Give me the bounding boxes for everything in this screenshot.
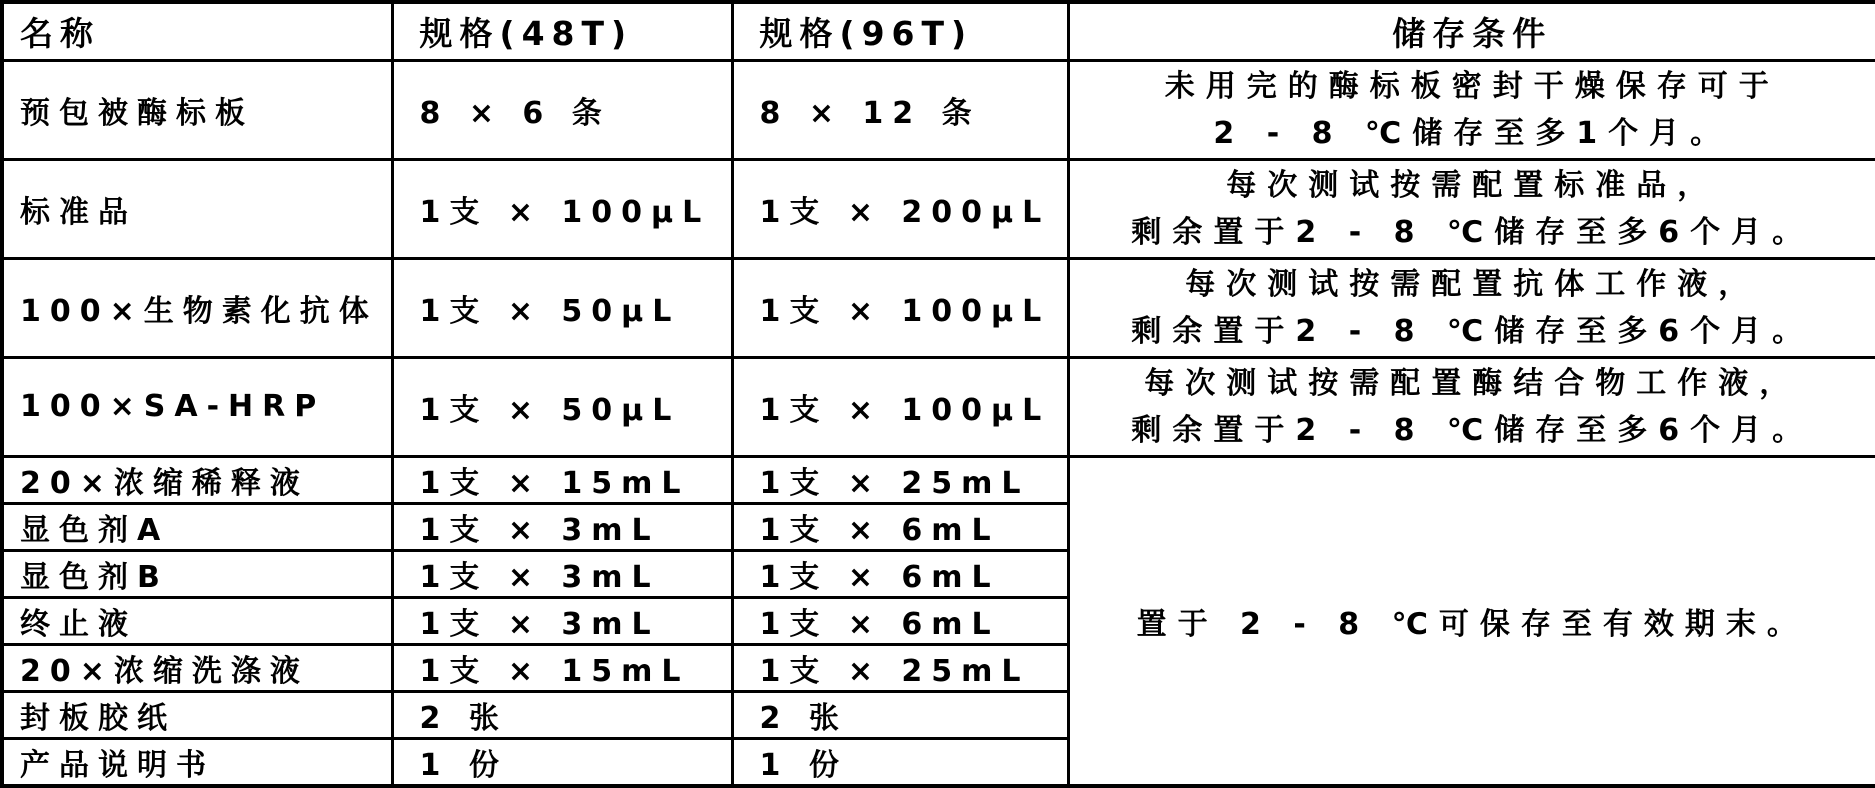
cell-name: 100×生物素化抗体 [2,258,392,357]
cell-spec48: 1支 × 50μL [392,258,732,357]
storage-line-2: 剩余置于2 - 8 ℃储存至多6个月。 [1070,308,1875,355]
storage-line-2: 2 - 8 ℃储存至多1个月。 [1070,110,1875,157]
cell-spec96: 1支 × 200μL [732,159,1068,258]
cell-spec96: 1支 × 100μL [732,258,1068,357]
storage-line-1: 每次测试按需配置标准品， [1070,162,1875,209]
cell-spec96: 2 张 [732,691,1068,738]
cell-name: 预包被酶标板 [2,60,392,159]
cell-name: 终止液 [2,597,392,644]
cell-spec96: 1支 × 100μL [732,357,1068,456]
cell-spec48: 1支 × 3mL [392,503,732,550]
cell-storage-merged: 置于 2 - 8 ℃可保存至有效期末。 [1068,456,1875,786]
table-row [2,456,1875,503]
column-header-name: 名称 [2,2,392,60]
cell-name: 封板胶纸 [2,691,392,738]
table-row [2,357,1875,456]
table-row [2,60,1875,159]
storage-line-1: 未用完的酶标板密封干燥保存可于 [1070,63,1875,110]
cell-spec48: 1 份 [392,738,732,786]
cell-name: 显色剂A [2,503,392,550]
column-header-spec96: 规格(96T) [732,2,1068,60]
cell-name: 标准品 [2,159,392,258]
table-row [2,258,1875,357]
column-header-spec48: 规格(48T) [392,2,732,60]
storage-line-1: 每次测试按需配置酶结合物工作液， [1070,360,1875,407]
cell-spec48: 1支 × 50μL [392,357,732,456]
column-header-storage: 储存条件 [1068,2,1875,60]
cell-name: 显色剂B [2,550,392,597]
cell-spec96: 1支 × 6mL [732,503,1068,550]
cell-storage [1068,258,1875,357]
cell-spec48: 2 张 [392,691,732,738]
cell-name: 产品说明书 [2,738,392,786]
cell-spec96: 1支 × 6mL [732,550,1068,597]
table-row [2,159,1875,258]
cell-spec96: 1支 × 6mL [732,597,1068,644]
cell-name: 20×浓缩稀释液 [2,456,392,503]
storage-line-2: 剩余置于2 - 8 ℃储存至多6个月。 [1070,407,1875,454]
cell-storage [1068,60,1875,159]
cell-spec96: 1 份 [732,738,1068,786]
cell-spec96: 1支 × 25mL [732,644,1068,691]
cell-spec96: 8 × 12 条 [732,60,1068,159]
cell-spec48: 1支 × 3mL [392,550,732,597]
cell-name: 20×浓缩洗涤液 [2,644,392,691]
cell-spec48: 1支 × 15mL [392,644,732,691]
cell-storage [1068,357,1875,456]
cell-spec48: 1支 × 15mL [392,456,732,503]
cell-name: 100×SA-HRP [2,357,392,456]
cell-spec48: 8 × 6 条 [392,60,732,159]
cell-spec48: 1支 × 100μL [392,159,732,258]
header-row [2,2,1875,60]
storage-line-2: 剩余置于2 - 8 ℃储存至多6个月。 [1070,209,1875,256]
cell-spec96: 1支 × 25mL [732,456,1068,503]
cell-spec48: 1支 × 3mL [392,597,732,644]
cell-storage [1068,159,1875,258]
storage-line-1: 每次测试按需配置抗体工作液， [1070,261,1875,308]
